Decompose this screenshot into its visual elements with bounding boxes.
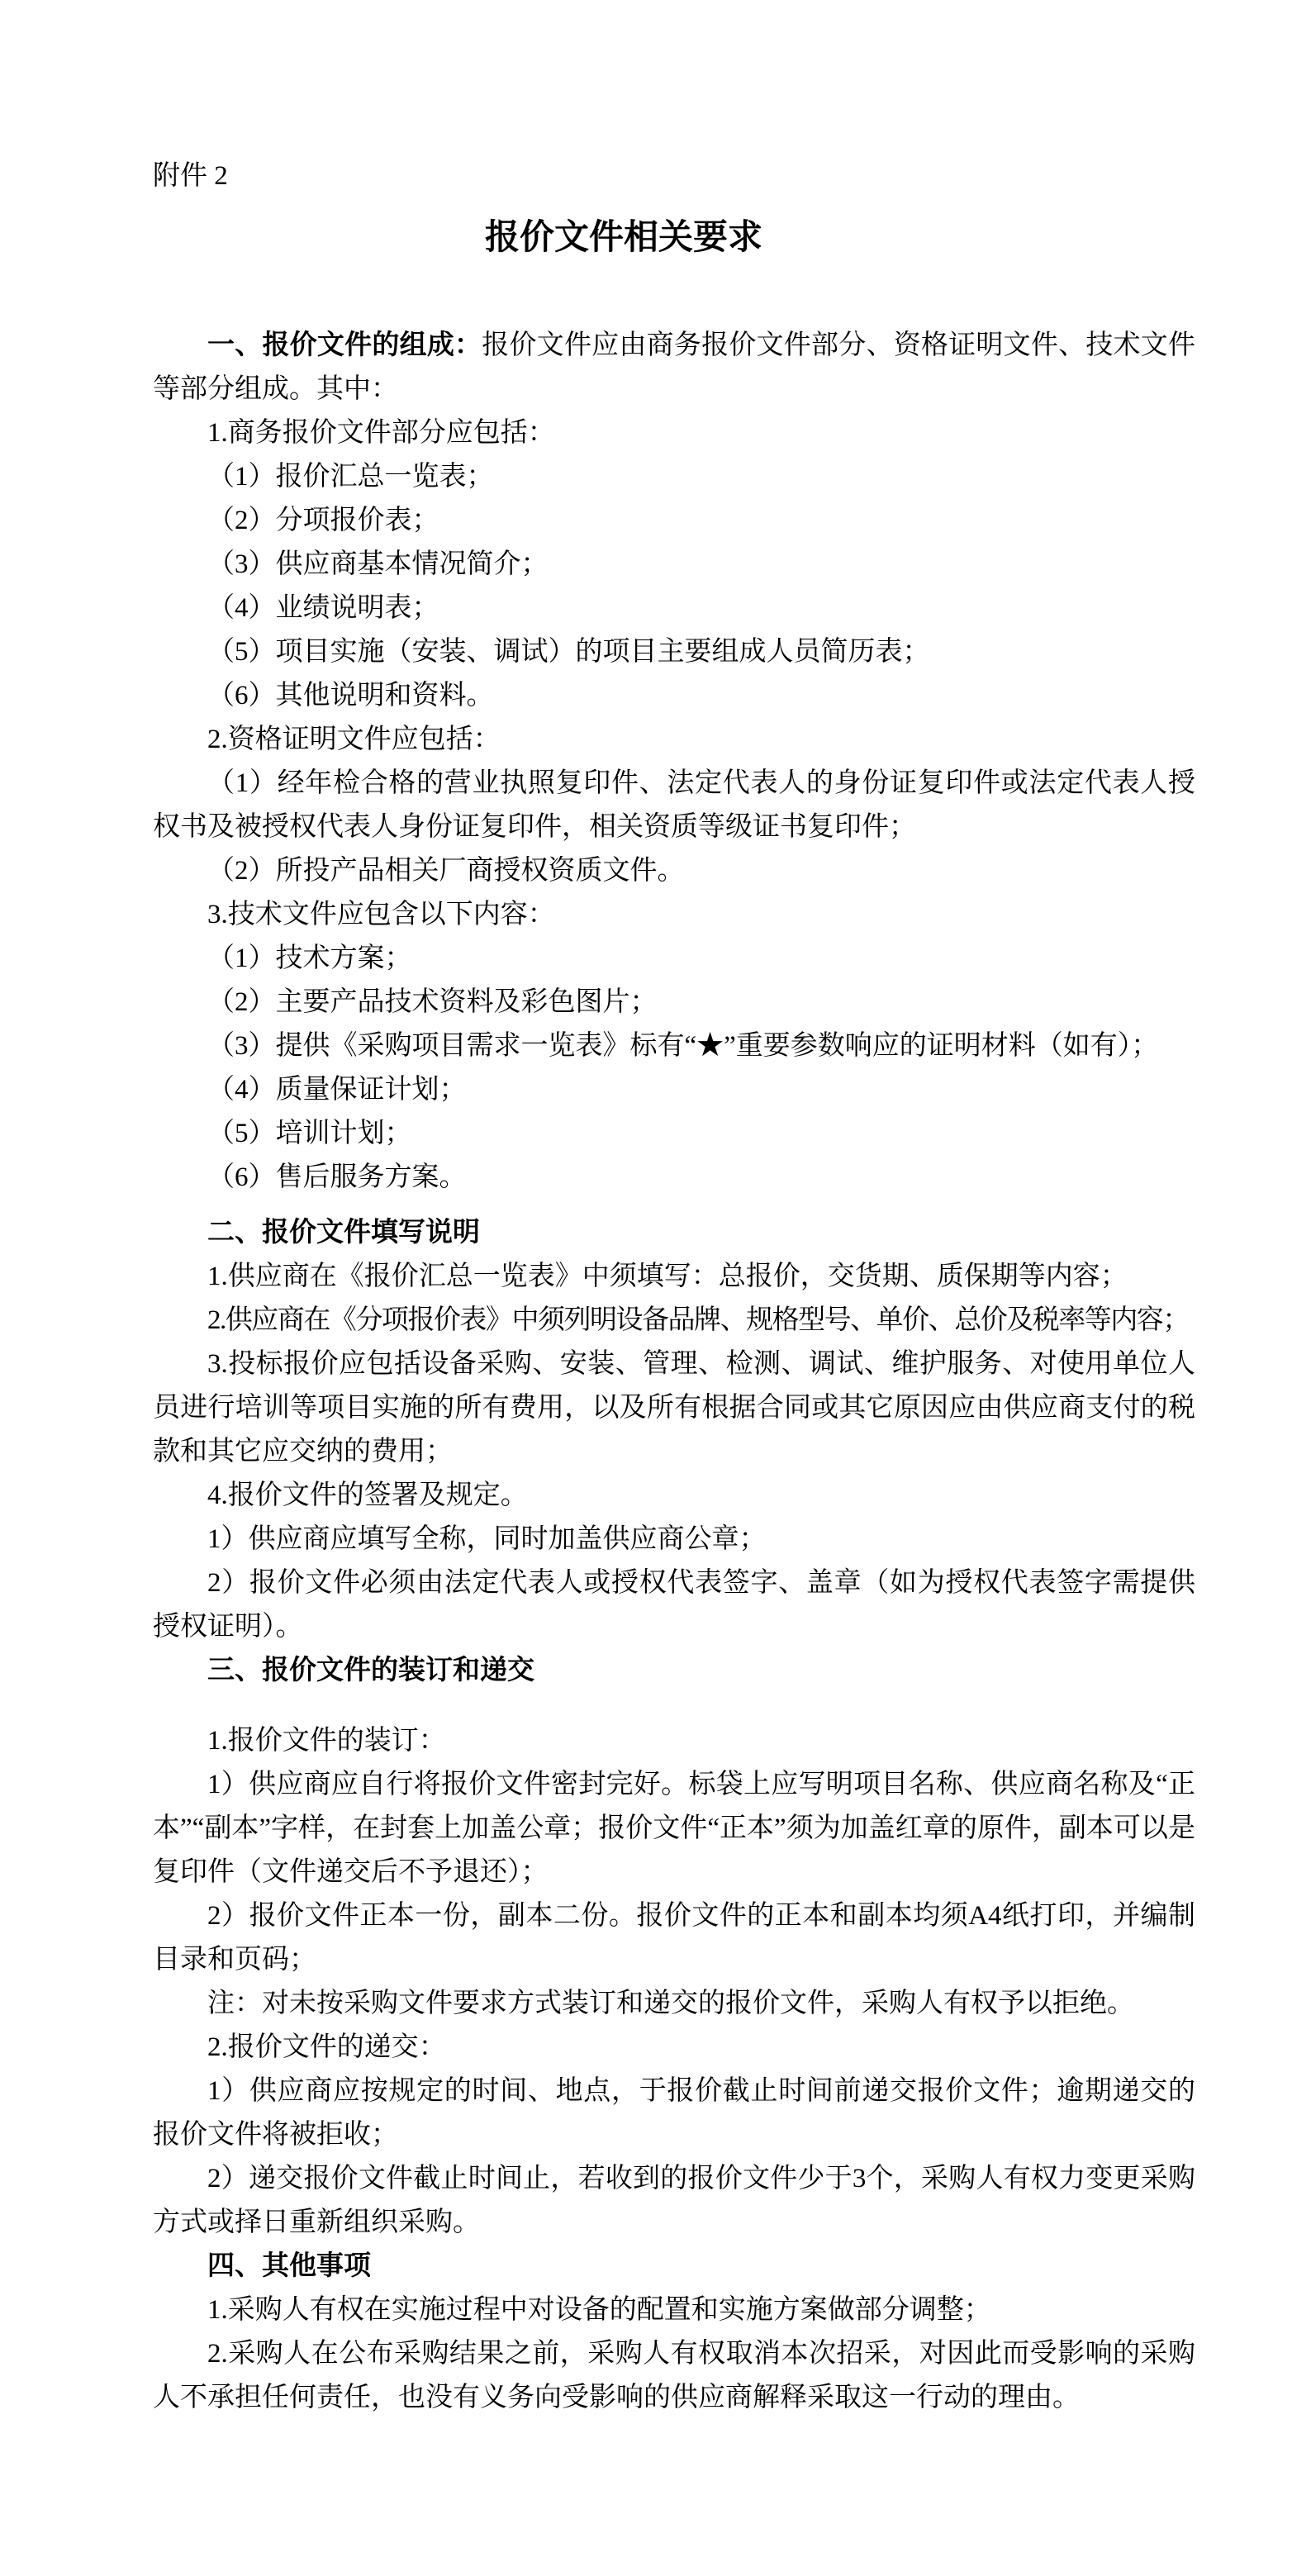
para-submission-rule-2 (153, 2157, 1195, 2245)
para-commercial-item-1 (153, 455, 1195, 499)
para-commercial-item-3 (153, 543, 1195, 587)
text-run: （5）培训计划； (207, 1119, 412, 1148)
para-binding-rule-2 (153, 1894, 1195, 1982)
para-technical-item-4 (153, 1068, 1195, 1112)
para-qualification-item-1 (153, 762, 1195, 849)
para-submission-rule-1 (153, 2070, 1195, 2157)
para-section1-heading (153, 324, 1195, 411)
para-commercial-item-2 (153, 499, 1195, 543)
para-sign-rule-1 (153, 1518, 1195, 1561)
para-fill-item-2 (153, 1299, 1195, 1343)
attachment-label: 附件 2 (153, 161, 228, 191)
text-run: 3.技术文件应包含以下内容： (207, 900, 555, 929)
text-run: （5）项目实施（安装、调试）的项目主要组成人员简历表； (207, 637, 930, 667)
text-run: （6）售后服务方案。 (207, 1162, 467, 1192)
text-run: 1）供应商应按规定的时间、地点，于报价截止时间前递交报价文件；逾期递交的报价文件将被拒收； (153, 2076, 1195, 2150)
para-technical-item-6 (153, 1156, 1195, 1200)
document-title: 报价文件相关要求 (484, 219, 762, 257)
para-fill-item-4 (153, 1474, 1195, 1518)
para-technical-item-5 (153, 1112, 1195, 1156)
para-fill-item-3 (153, 1343, 1195, 1474)
para-commercial-item-4 (153, 587, 1195, 630)
para-technical-list-intro (153, 893, 1195, 937)
para-commercial-item-5 (153, 630, 1195, 674)
para-other-item-2 (153, 2332, 1195, 2420)
text-run: 一、报价文件的组成： (207, 330, 482, 360)
text-run: 2）报价文件必须由法定代表人或授权代表签字、盖章（如为授权代表签字需提供授权证明）。 (153, 1568, 1195, 1642)
text-run: （4）业绩说明表； (207, 593, 439, 623)
text-run: 2）递交报价文件截止时间止，若收到的报价文件少于3个，采购人有权力变更采购方式或择日重新组织采购。 (153, 2164, 1195, 2237)
para-other-item-1 (153, 2288, 1195, 2332)
text-run: 二、报价文件填写说明 (207, 1218, 480, 1248)
para-binding-rule-1 (153, 1763, 1195, 1894)
para-fill-item-1 (153, 1255, 1195, 1299)
para-binding-intro (153, 1719, 1195, 1763)
para-commercial-item-6 (153, 674, 1195, 718)
text-run: 1.采购人有权在实施过程中对设备的配置和实施方案做部分调整； (207, 2295, 991, 2325)
text-run: 报价文件应由商务报价文件部分、资格证明文件、技术文件等部分组成。其中： (153, 330, 1196, 404)
text-run: 注：对未按采购文件要求方式装订和递交的报价文件，采购人有权予以拒绝。 (207, 1989, 1134, 2018)
text-run: 三、报价文件的装订和递交 (207, 1656, 534, 1685)
text-run: 2.供应商在《分项报价表》中须列明设备品牌、规格型号、单价、总价及税率等内容； (207, 1305, 1189, 1335)
text-run: （3）供应商基本情况简介； (207, 549, 549, 579)
text-run: 2.资格证明文件应包括： (207, 725, 501, 754)
para-commercial-list-intro (153, 411, 1195, 455)
text-run: 1）供应商应自行将报价文件密封完好。标袋上应写明项目名称、供应商名称及“正本”“副本”字样，在封套上加盖公章；报价文件“正本”须为加盖红章的原件，副本可以是复印件（文件递交后不予退还）； (153, 1770, 1195, 1887)
text-run: 4.报价文件的签署及规定。 (207, 1480, 528, 1510)
para-technical-item-3 (153, 1024, 1195, 1068)
document-body (153, 324, 1195, 2420)
text-run: 1）供应商应填写全称，同时加盖供应商公章； (207, 1524, 767, 1554)
text-run: （2）分项报价表； (207, 506, 439, 535)
para-submission-intro (153, 2026, 1195, 2070)
text-run: 2）报价文件正本一份，副本二份。报价文件的正本和副本均须A4纸打印，并编制目录和页码； (153, 1901, 1195, 1975)
text-run: （1）报价汇总一览表； (207, 462, 494, 492)
text-run: （6）其他说明和资料。 (207, 681, 494, 711)
text-run: 1.供应商在《报价汇总一览表》中须填写：总报价，交货期、质保期等内容； (207, 1262, 1128, 1291)
para-qualification-list-intro (153, 718, 1195, 762)
text-run: 1.商务报价文件部分应包括： (207, 418, 555, 448)
text-run: （4）质量保证计划； (207, 1075, 467, 1105)
para-section2-heading (153, 1211, 1195, 1255)
para-technical-item-1 (153, 937, 1195, 981)
text-run: 1.报价文件的装订： (207, 1726, 446, 1756)
text-run: 2.采购人在公布采购结果之前，采购人有权取消本次招采，对因此而受影响的采购人不承担任何责任，也没有义务向受影响的供应商解释采取这一行动的理由。 (153, 2339, 1195, 2412)
text-run: 3.投标报价应包括设备采购、安装、管理、检测、调试、维护服务、对使用单位人员进行培训等项目实施的所有费用，以及所有根据合同或其它原因应由供应商支付的税款和其它应交纳的费用； (153, 1349, 1195, 1466)
text-run: （3）提供《采购项目需求一览表》标有“★”重要参数响应的证明材料（如有）； (207, 1031, 1159, 1061)
text-run: （1）技术方案； (207, 943, 412, 973)
para-binding-note (153, 1982, 1195, 2026)
para-sign-rule-2 (153, 1561, 1195, 1649)
text-run: 四、其他事项 (207, 2251, 371, 2281)
text-run: （1）经年检合格的营业执照复印件、法定代表人的身份证复印件或法定代表人授权书及被授权代表人身份证复印件，相关资质等级证书复印件； (153, 768, 1195, 842)
para-section3-heading (153, 1649, 1195, 1693)
text-run: （2）主要产品技术资料及彩色图片； (207, 987, 658, 1017)
text-run: 2.报价文件的递交： (207, 2032, 446, 2062)
para-qualification-item-2 (153, 849, 1195, 893)
para-technical-item-2 (153, 981, 1195, 1024)
text-run: （2）所投产品相关厂商授权资质文件。 (207, 856, 685, 886)
para-section4-heading (153, 2245, 1195, 2288)
